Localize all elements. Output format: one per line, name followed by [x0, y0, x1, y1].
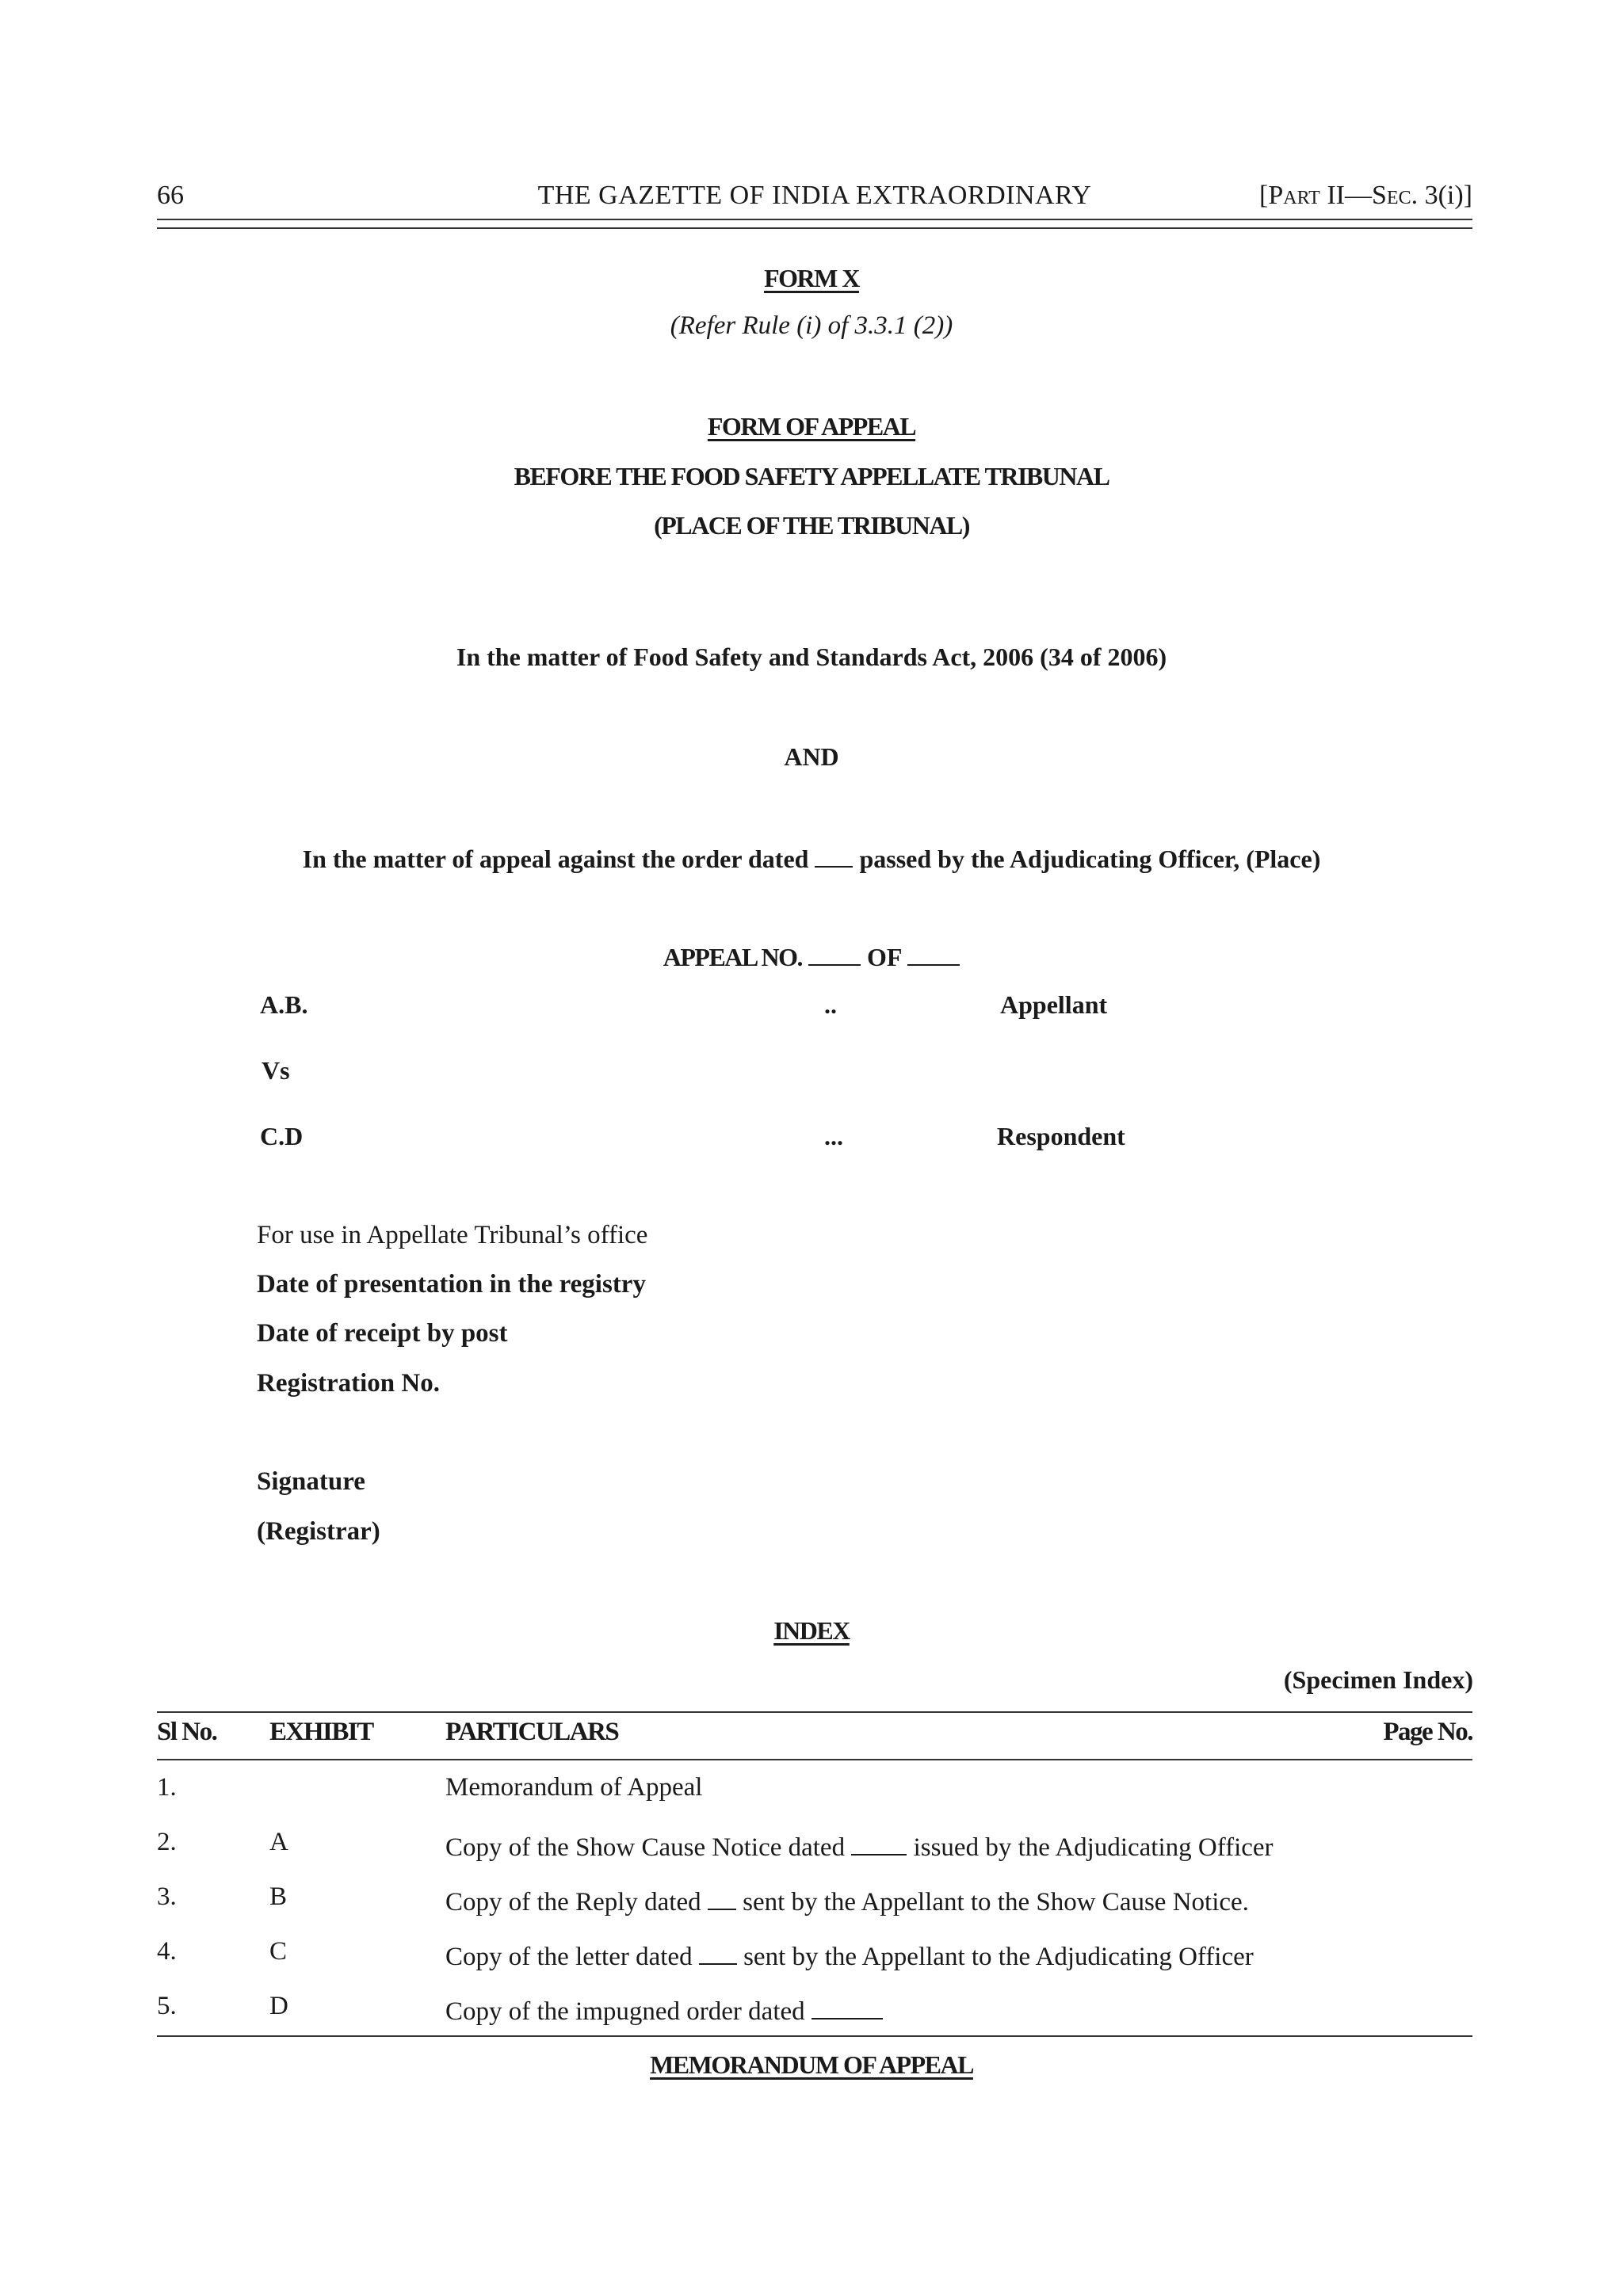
office-use-heading: For use in Appellate Tribunal’s office: [257, 1221, 648, 1249]
respondent-name: C.D: [260, 1122, 304, 1150]
appeal-year-blank: [907, 939, 960, 966]
memorandum-of-appeal-heading: MEMORANDUM OF APPEAL: [650, 2050, 973, 2079]
index-table-bottom-rule: [157, 2035, 1472, 2037]
table-row-3-particulars: [445, 1882, 1249, 1917]
date-of-presentation: Date of presentation in the registry: [257, 1270, 646, 1299]
appellant-dots: ..: [824, 990, 837, 1019]
index-table-top-rule: [157, 1711, 1472, 1713]
appellant-role: Appellant: [1000, 990, 1108, 1019]
form-of-appeal-heading: FORM OF APPEAL: [707, 412, 916, 441]
tribunal-heading: BEFORE THE FOOD SAFETY APPELLATE TRIBUNAL: [514, 462, 1109, 490]
and-label: AND: [784, 742, 839, 771]
row-3-prefix: Copy of the Reply dated: [445, 1888, 701, 1917]
row-5-prefix: Copy of the impugned order dated: [445, 1997, 805, 2026]
matter-appeal-suffix: passed by the Adjudicating Officer, (Place): [859, 845, 1321, 873]
column-header-particulars: PARTICULARS: [445, 1718, 619, 1746]
table-row-3-exhibit: B: [269, 1882, 288, 1911]
header-rule-bottom: [157, 227, 1472, 229]
row-3-date-blank: [708, 1882, 736, 1910]
matter-act-line: In the matter of Food Safety and Standards Act, 2006 (34 of 2006): [456, 643, 1167, 671]
row-4-prefix: Copy of the letter dated: [445, 1943, 693, 1971]
table-row-5-particulars: [445, 1992, 883, 2027]
table-row-5-sl: 5.: [157, 1992, 177, 2020]
appeal-number-line: [0, 939, 1623, 972]
column-header-page-no: Page No.: [1383, 1718, 1472, 1746]
header-rule-top: [157, 219, 1472, 220]
versus-label: Vs: [262, 1056, 290, 1085]
respondent-role: Respondent: [997, 1122, 1125, 1150]
table-row-4-particulars: [445, 1937, 1254, 1972]
row-2-suffix: issued by the Adjudicating Officer: [913, 1833, 1274, 1862]
table-row-1-particulars: Memorandum of Appeal: [445, 1773, 703, 1802]
row-4-suffix: sent by the Appellant to the Adjudicating Officer: [743, 1943, 1254, 1971]
matter-appeal-prefix: In the matter of appeal against the order dated: [302, 845, 809, 873]
appeal-no-prefix: APPEAL NO.: [663, 943, 802, 971]
column-header-exhibit: EXHIBIT: [269, 1718, 373, 1746]
specimen-index-label: (Specimen Index): [1283, 1665, 1473, 1694]
row-5-date-blank: [812, 1992, 883, 2019]
table-row-3-sl: 3.: [157, 1882, 177, 1911]
row-2-date-blank: [851, 1828, 907, 1855]
row-4-date-blank: [699, 1937, 737, 1965]
appeal-no-blank: [808, 939, 861, 966]
gazette-title: THE GAZETTE OF INDIA EXTRAORDINARY: [537, 181, 1092, 210]
registrar-label: (Registrar): [257, 1517, 380, 1546]
date-of-receipt: Date of receipt by post: [257, 1319, 508, 1348]
refer-rule: (Refer Rule (i) of 3.3.1 (2)): [670, 311, 953, 340]
row-2-prefix: Copy of the Show Cause Notice dated: [445, 1833, 846, 1862]
appeal-no-of: OF: [866, 943, 902, 971]
table-row-2-particulars: [445, 1828, 1274, 1863]
registration-number: Registration No.: [257, 1369, 440, 1398]
appellant-name: A.B.: [260, 990, 308, 1019]
form-title: FORM X: [764, 264, 859, 292]
row-3-suffix: sent by the Appellant to the Show Cause Notice.: [743, 1888, 1249, 1917]
table-row-4-sl: 4.: [157, 1937, 177, 1966]
column-header-sl-no: Sl No.: [157, 1718, 217, 1746]
table-row-4-exhibit: C: [269, 1937, 288, 1966]
page-header: [157, 181, 1472, 220]
table-row-2-sl: 2.: [157, 1828, 177, 1856]
matter-appeal-line: [0, 841, 1623, 874]
table-row-2-exhibit: A: [269, 1828, 288, 1856]
page-number: 66: [157, 181, 184, 210]
table-row-5-exhibit: D: [269, 1992, 288, 2020]
part-section-label: [Part II—Sec. 3(i)]: [1259, 181, 1472, 210]
index-title: INDEX: [773, 1616, 850, 1645]
place-heading: (PLACE OF THE TRIBUNAL): [654, 511, 969, 540]
order-date-blank: [815, 841, 853, 868]
table-row-1-sl: 1.: [157, 1773, 177, 1802]
signature-label: Signature: [257, 1467, 365, 1496]
respondent-dots: ...: [824, 1122, 843, 1150]
index-table-header-rule: [157, 1759, 1472, 1760]
